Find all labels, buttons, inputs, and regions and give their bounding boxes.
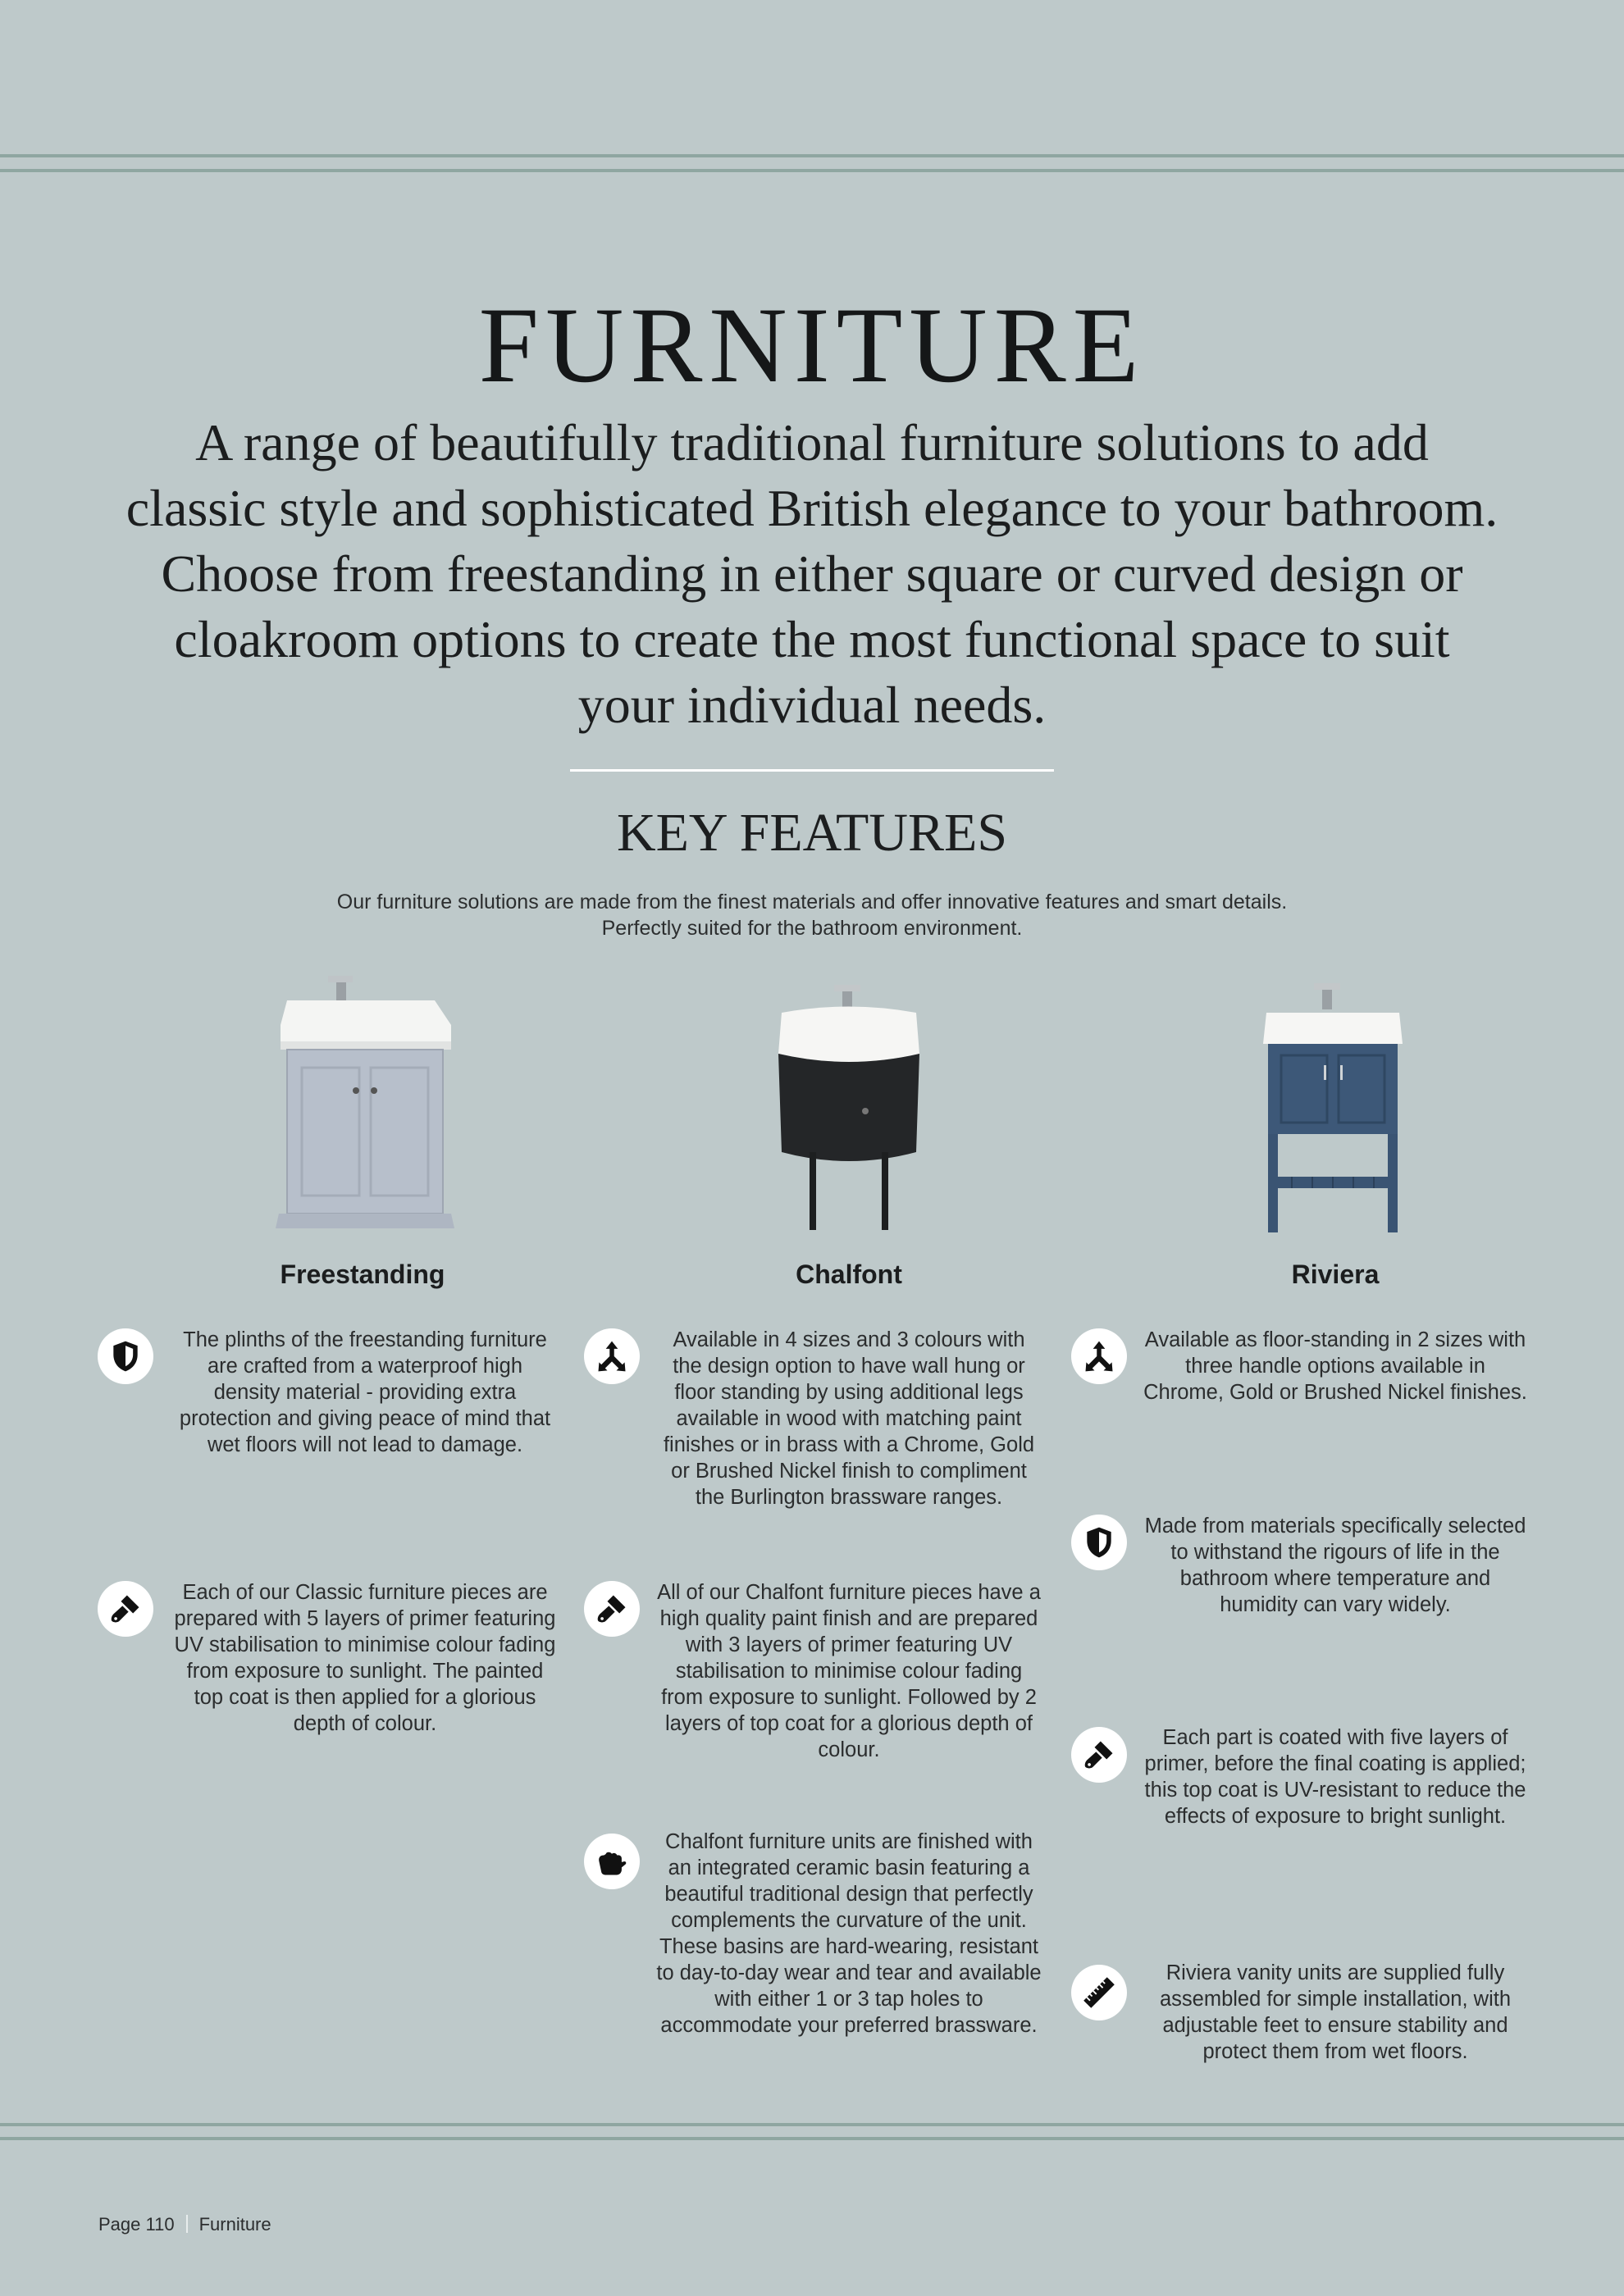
- vanity-body: [1268, 1044, 1398, 1134]
- page-title: FURNITURE: [478, 285, 1146, 405]
- feature-text: All of our Chalfont furniture pieces have a high quality paint finish and are prepared with 3 layers of primer featuring UV stabilisation to minimise colour fading from exposure to sunlight. Followed by 2 layers of top coat for a glorious depth of colour.: [657, 1581, 1041, 1761]
- feature-text: Chalfont furniture units are finished with an integrated ceramic basin featuring a beautiful traditional design that perfectly complements the curvature of the unit. These basins are hard-wearing, resistant to day-to-day wear and tear and available with either 1 or 3 tap holes to accommodate your preferred brassware.: [656, 1830, 1042, 2037]
- key-features-subtitle-line: Perfectly suited for the bathroom environment.: [601, 917, 1023, 940]
- vanity-body: [778, 1054, 919, 1161]
- footer-separator: [186, 2215, 188, 2233]
- key-features-title: KEY FEATURES: [616, 803, 1008, 863]
- product-name-freestanding: Freestanding: [280, 1260, 445, 1289]
- shield-icon: [1071, 1515, 1127, 1570]
- feature-text: Available in 4 sizes and 3 colours with the design option to have wall hung or floor standing by using additional legs available in wood with matching paint finishes or in brass with a Chrome, Gold or Brushed Nickel finish to compliment the Burlington brassware ranges.: [663, 1328, 1035, 1509]
- vanity-body: [287, 1050, 443, 1214]
- page-number: Page 110: [98, 2214, 175, 2234]
- shield-icon: [98, 1328, 153, 1384]
- freestanding-vanity-image: [271, 968, 459, 1238]
- paintbrush-icon: [1071, 1727, 1127, 1783]
- page-footer: [98, 2214, 271, 2235]
- bottom-rule: [0, 2137, 1624, 2140]
- basin-icon: [584, 1834, 640, 1889]
- arrows-icon: [584, 1328, 640, 1384]
- paintbrush-icon: [584, 1581, 640, 1637]
- product-name-chalfont: Chalfont: [796, 1260, 902, 1289]
- key-features-subtitle: [205, 889, 1419, 941]
- intro-text: A range of beautifully traditional furniture solutions to add classic style and sophisticated British elegance to your bathroom. Choose from freestanding in either square or curved design or cloakroom options to create the most functional space to suit your individual needs.: [125, 413, 1499, 734]
- footer-section: Furniture: [198, 2214, 271, 2234]
- feature-text: Made from materials specifically selected to withstand the rigours of life in the bathroom where temperature and humidity can vary widely.: [1144, 1515, 1526, 1616]
- product-name-riviera: Riviera: [1291, 1260, 1380, 1289]
- ruler-icon: [1071, 1965, 1127, 2020]
- top-rule: [0, 154, 1624, 157]
- feature-text: Each of our Classic furniture pieces are prepared with 5 layers of primer featuring UV stabilisation to minimise colour fading from exposure to sunlight. The painted top coat is then applied for a glorious depth of colour.: [174, 1581, 556, 1735]
- riviera-vanity-image: [1255, 980, 1411, 1242]
- top-rule: [0, 169, 1624, 172]
- paintbrush-icon: [98, 1581, 153, 1637]
- key-features-subtitle-line: Our furniture solutions are made from the finest materials and offer innovative features and smart details.: [336, 891, 1288, 913]
- feature-text: Each part is coated with five layers of primer, before the final coating is applied; this top coat is UV-resistant to reduce the effects of exposure to bright sunlight.: [1144, 1726, 1526, 1828]
- chalfont-vanity-image: [767, 980, 931, 1234]
- arrows-icon: [1071, 1328, 1127, 1384]
- feature-text: Riviera vanity units are supplied fully assembled for simple installation, with adjustable feet to ensure stability and protect them from wet floors.: [1159, 1961, 1512, 2063]
- feature-text: Available as floor-standing in 2 sizes with three handle options available in Chrome, Gold or Brushed Nickel finishes.: [1143, 1328, 1527, 1404]
- bottom-rule: [0, 2123, 1624, 2126]
- divider: [570, 769, 1054, 772]
- feature-text: The plinths of the freestanding furniture are crafted from a waterproof high density material - providing extra protection and giving peace of mind that wet floors will not lead to damage.: [179, 1328, 551, 1456]
